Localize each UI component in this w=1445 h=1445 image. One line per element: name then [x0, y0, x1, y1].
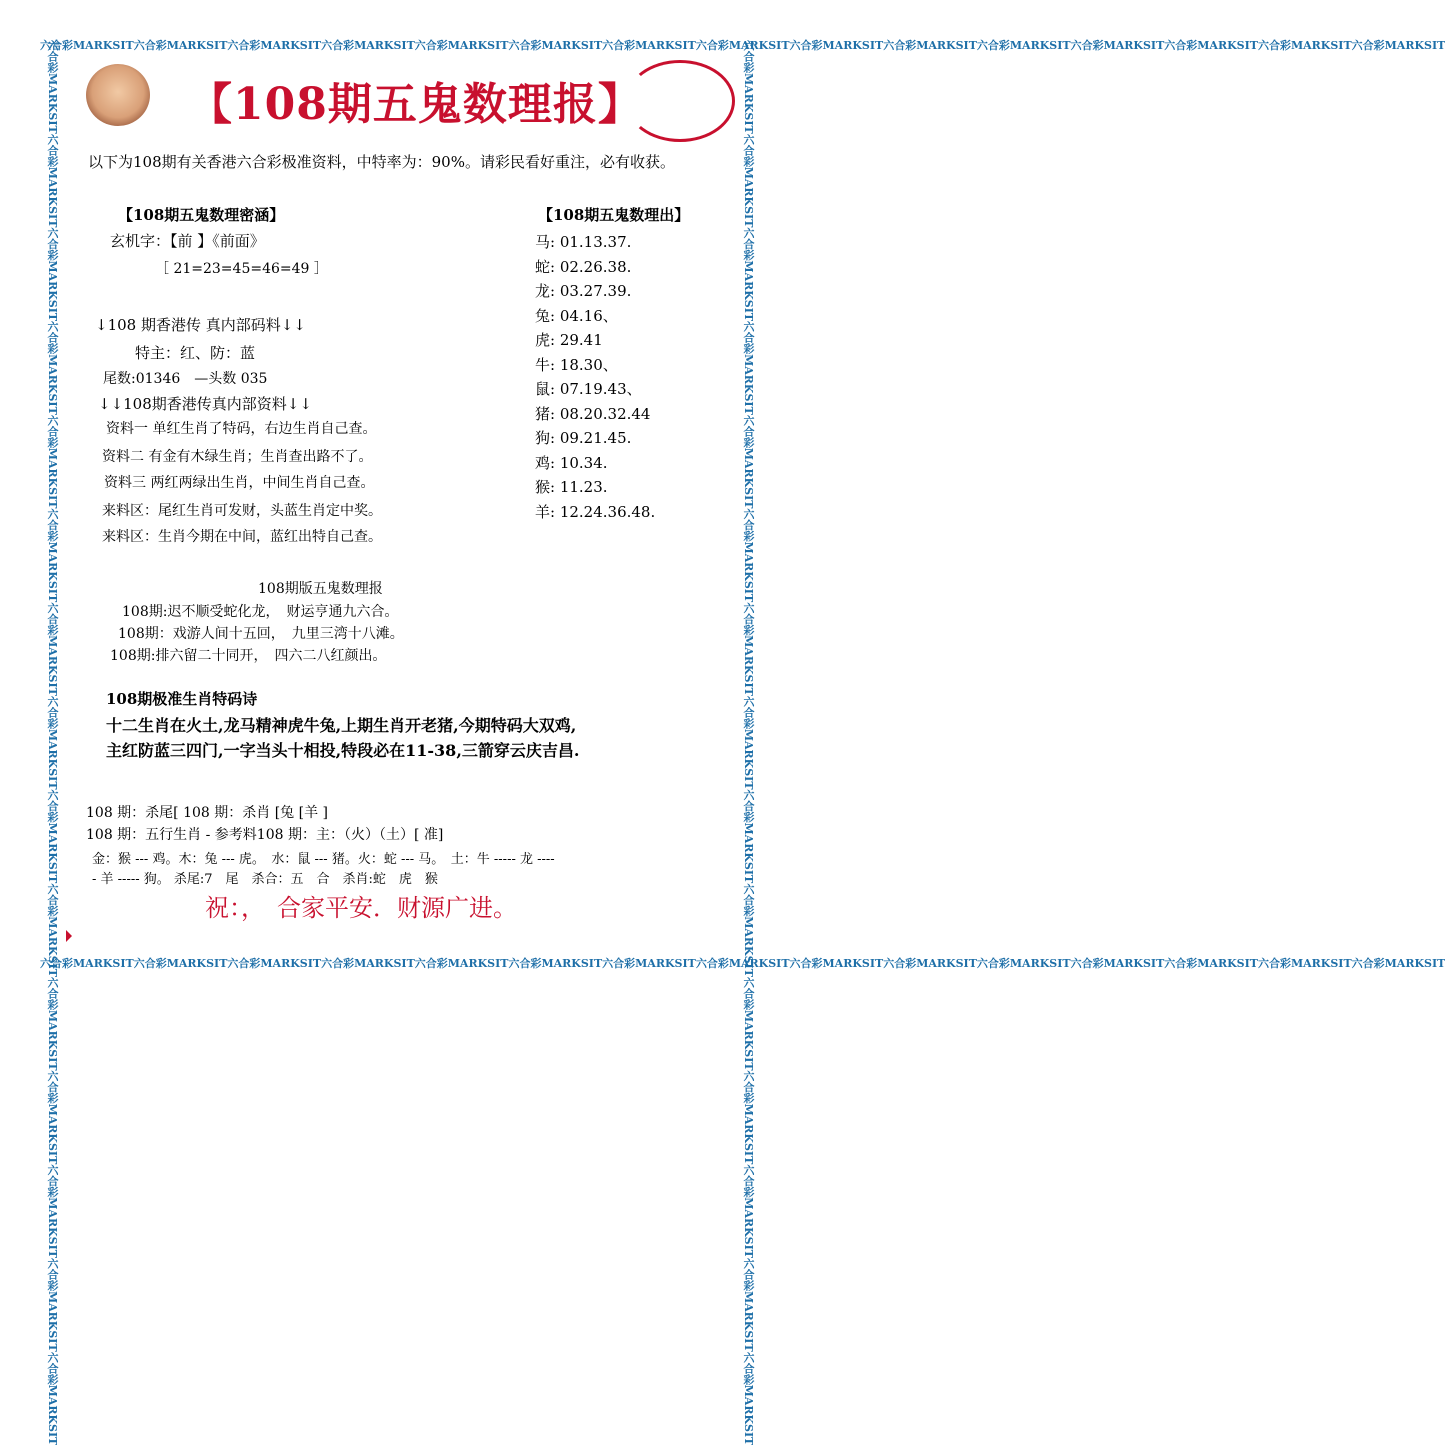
bottom-line-4: - 羊 ----- 狗。 杀尾:7 尾 杀合：五 合 杀肖:蛇 虎 猴 [92, 872, 438, 887]
zodiac-row: 蛇: 02.26.38. [535, 257, 632, 276]
bottom-line-2: 108 期：五行生肖 - 参考料108 期：主：（火）（土）[ 准] [86, 827, 444, 843]
poem-line-1: 十二生肖在火土,龙马精神虎牛兔,上期生肖开老猪,今期特码大双鸡, [106, 716, 577, 735]
bottom-line-3: 金：猴 --- 鸡。木：兔 --- 虎。 水：鼠 --- 猪。火：蛇 --- 马。 土：牛 ----- 龙 ---- [92, 852, 555, 867]
bottom-line-1: 108 期：杀尾[ 108 期：杀肖 [兔 [羊 ] [86, 805, 328, 821]
data-item-3: 资料三 两红两绿出生肖，中间生肖自己查。 [104, 475, 375, 491]
poem-line-2: 主红防蓝三四门,一字当头十相投,特段必在11-38,三箭穿云庆吉昌. [106, 741, 580, 760]
data-item-2: 资料二 有金有木绿生肖；生肖查出路不了。 [102, 449, 373, 465]
tail-numbers: 尾数:01346 —头数 035 [103, 371, 268, 387]
insider-heading: ↓108 期香港传 真内部码料↓↓ [95, 316, 306, 334]
data-item-1: 资料一 单红生肖了特码，右边生肖自己查。 [106, 421, 377, 437]
zodiac-row: 牛: 18.30、 [535, 355, 618, 374]
zodiac-row: 马: 01.13.37. [535, 233, 632, 251]
wish-text: 祝：， 合家平安．财源广进。 [205, 894, 517, 922]
zodiac-row: 羊: 12.24.36.48. [535, 502, 656, 521]
watermark-top: 六合彩MARKSIT六合彩MARKSIT六合彩MARKSIT六合彩MARKSIT六合彩MARKSIT六合彩MARKSIT六合彩MARKSIT六合彩MARKSIT六合彩MARKSIT六合彩MARKSIT六合彩MARKSIT六合彩MARKSIT六合彩MARKSIT六合彩MARKSIT六合彩MARKSIT [40, 39, 1445, 52]
riddle-numbers: ［ 21=23=45=46=49 ］ [155, 261, 328, 277]
special-text: 特主：红、防：蓝 [135, 344, 256, 362]
zodiac-row: 猴: 11.23. [535, 478, 608, 496]
avatar [86, 64, 150, 126]
mid-heading: 108期版五鬼数理报 [258, 581, 383, 597]
watermark-bottom: 六合彩MARKSIT六合彩MARKSIT六合彩MARKSIT六合彩MARKSIT六合彩MARKSIT六合彩MARKSIT六合彩MARKSIT六合彩MARKSIT六合彩MARKSIT六合彩MARKSIT六合彩MARKSIT六合彩MARKSIT六合彩MARKSIT六合彩MARKSIT六合彩MARKSIT [40, 957, 1445, 970]
corner-mark [66, 930, 72, 942]
secret-heading: 【108期五鬼数理密涵】 [118, 206, 285, 224]
data-item-5: 来料区：生肖今期在中间，蓝红出特自己查。 [102, 529, 382, 545]
zodiac-row: 龙: 03.27.39. [535, 282, 632, 300]
intro-text: 以下为108期有关香港六合彩极准资料，中特率为：90%。请彩民看好重注，必有收获。 [88, 153, 675, 171]
zodiac-heading: 【108期五鬼数理出】 [538, 206, 690, 224]
mid-line-2: 108期：戏游人间十五回， 九里三湾十八滩。 [118, 626, 404, 642]
riddle-text: 玄机字：【前 】《前面》 [110, 232, 265, 250]
mid-line-1: 108期:迟不顺受蛇化龙， 财运亨通九六合。 [122, 604, 399, 620]
watermark-left: 六合彩MARKSIT六合彩MARKSIT六合彩MARKSIT六合彩MARKSIT六合彩MARKSIT六合彩MARKSIT六合彩MARKSIT六合彩MARKSIT六合彩MARKSIT六合彩MARKSIT六合彩MARKSIT六合彩MARKSIT六合彩MARKSIT六合彩MARKSIT六合彩MARKSIT [46, 40, 59, 1445]
mid-line-3: 108期:排六留二十同开， 四六二八红颜出。 [110, 648, 387, 664]
zodiac-row: 鼠: 07.19.43、 [535, 380, 642, 398]
zodiac-row: 兔: 04.16、 [535, 306, 618, 325]
data-item-4: 来料区：尾红生肖可发财，头蓝生肖定中奖。 [102, 503, 382, 519]
zodiac-row: 狗: 09.21.45. [535, 429, 632, 447]
insider-heading-2: ↓↓108期香港传真内部资料↓↓ [98, 395, 312, 413]
zodiac-row: 鸡: 10.34. [535, 453, 608, 472]
page-title: 【108期五鬼数理报】 [188, 79, 643, 130]
red-circle-mark [625, 60, 735, 142]
zodiac-row: 猪: 08.20.32.44 [535, 404, 651, 423]
zodiac-list [535, 230, 655, 524]
poem-heading: 108期极准生肖特码诗 [106, 690, 258, 708]
zodiac-row: 虎: 29.41 [535, 331, 603, 349]
watermark-right: 六合彩MARKSIT六合彩MARKSIT六合彩MARKSIT六合彩MARKSIT六合彩MARKSIT六合彩MARKSIT六合彩MARKSIT六合彩MARKSIT六合彩MARKSIT六合彩MARKSIT六合彩MARKSIT六合彩MARKSIT六合彩MARKSIT六合彩MARKSIT六合彩MARKSIT [742, 40, 755, 1445]
